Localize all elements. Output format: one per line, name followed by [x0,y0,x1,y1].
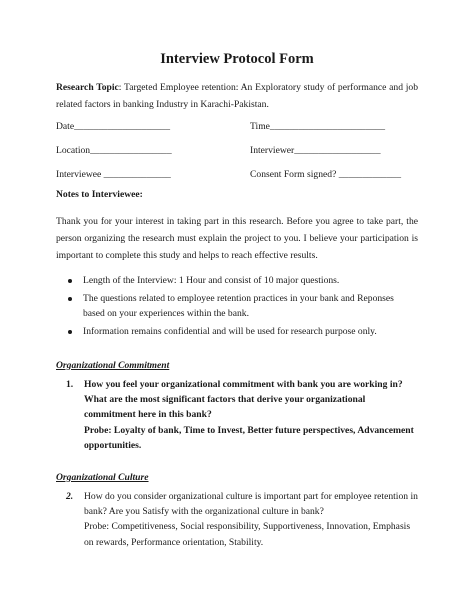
section-heading-organizational-culture: Organizational Culture [56,472,149,483]
bullet-text: Information remains confidential and will be used for research purpose only. [83,325,377,337]
bullet-icon [68,279,72,283]
location-field: Location_________________ [56,145,172,156]
date-field: Date____________________ [56,121,171,132]
intro-paragraph: Thank you for your interest in taking part in this research. Before you agree to take part, the person organizing the research must explain the project to you. I believe your participation is important to complete this study and helps to reach effective results. [56,216,418,261]
interviewee-field: Interviewee ______________ [56,169,171,180]
question-text: How do you consider organizational culture is important part for employee retention in bank? Are you Satisfy with the organizational culture in bank? [84,491,418,518]
section-heading-organizational-commitment: Organizational Commitment [56,360,170,371]
bullet-item [56,274,418,289]
question-probe: Probe: Loyalty of bank, Time to Invest, Better future perspectives, Advancement opportunities. [84,424,414,451]
bullet-icon [68,297,72,301]
consent-form-field: Consent Form signed? _____________ [250,169,402,180]
research-topic-text: : Targeted Employee retention: An Exploratory study of performance and job related factors in banking Industry in Karachi-Pakistan. [56,82,418,110]
question-number: 1. [66,379,74,390]
notes-heading: Notes to Interviewee: [56,189,143,200]
research-topic [56,79,418,113]
research-topic-label: Research Topic [56,82,119,93]
question-1 [66,377,418,453]
page-title: Interview Protocol Form [160,51,314,67]
bullet-item [56,325,418,340]
question-2 [66,489,418,550]
question-probe: Probe: Competitiveness, Social responsibility, Supportiveness, Innovation, Emphasis on rewards, Performance orientation, Stability. [84,521,411,548]
question-text: How you feel your organizational commitment with bank you are working in? What are the most significant factors that derive your organizational commitment here in this bank? [84,379,403,421]
bullet-icon [68,330,72,334]
info-bullet-list [56,274,418,343]
bullet-text: The questions related to employee retention practices in your bank and Reponses based on your experiences within the bank. [83,293,394,319]
bullet-text: Length of the Interview: 1 Hour and consist of 10 major questions. [83,275,340,286]
bullet-item [56,292,418,321]
time-field: Time________________________ [250,121,386,132]
interviewer-field: Interviewer__________________ [250,145,381,156]
question-number: 2. [66,491,74,502]
